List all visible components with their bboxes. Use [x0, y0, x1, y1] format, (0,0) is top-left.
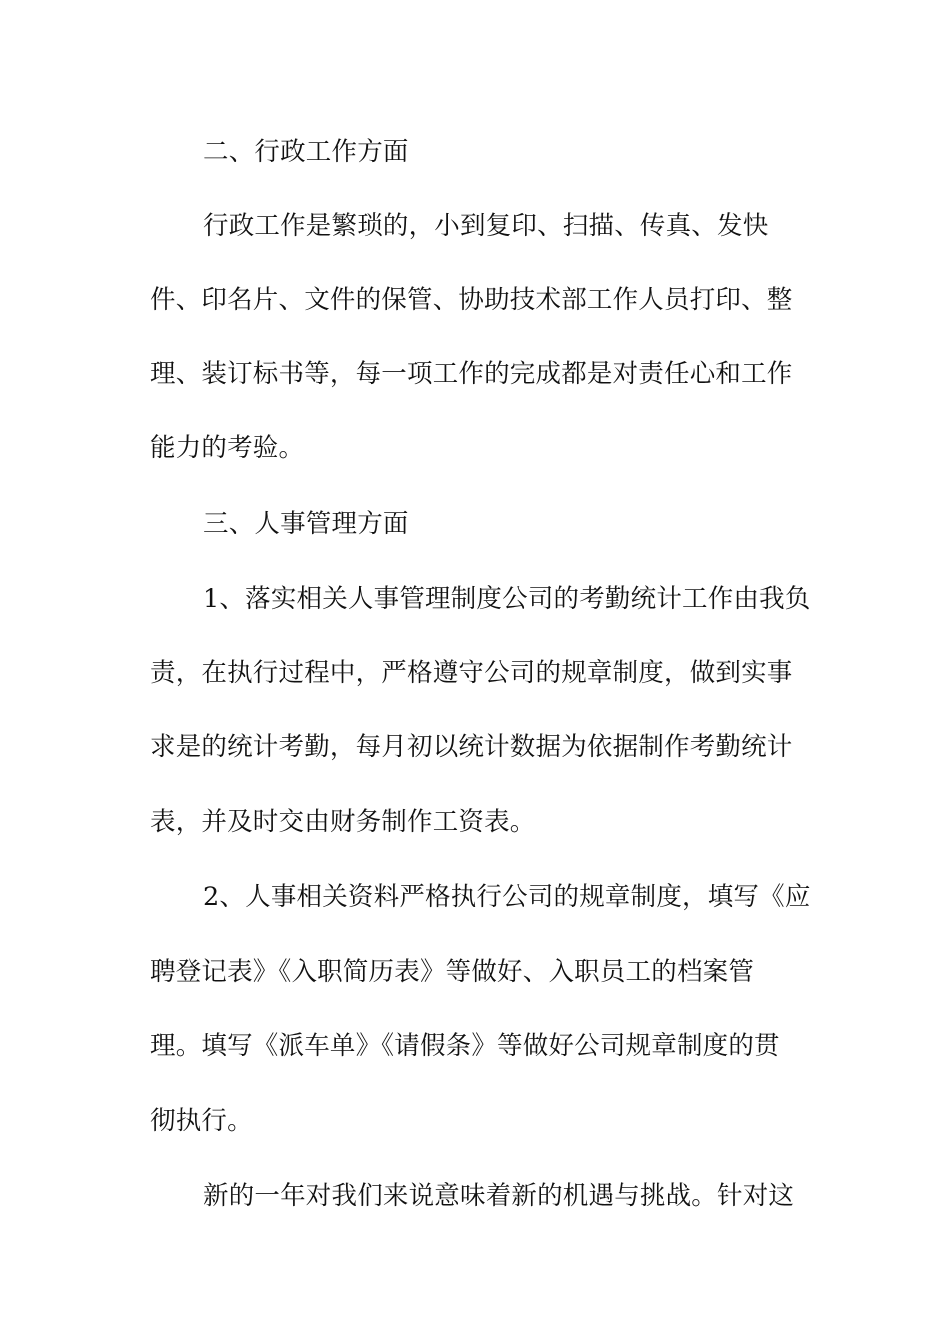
paragraph-line: 行政工作是繁琐的，小到复印、扫描、传真、发快 — [203, 211, 769, 241]
paragraph-line: 能力的考验。 — [150, 433, 305, 463]
paragraph-line: 聘登记表》《入职简历表》等做好、入职员工的档案管 — [150, 957, 755, 987]
paragraph-line: 求是的统计考勤，每月初以统计数据为依据制作考勤统计 — [150, 732, 793, 762]
paragraph-line: 彻执行。 — [150, 1106, 253, 1136]
paragraph-line: 理。填写《派车单》《请假条》等做好公司规章制度的贯 — [150, 1031, 780, 1061]
paragraph-line: 表，并及时交由财务制作工资表。 — [150, 807, 536, 837]
section-heading-admin: 二、行政工作方面 — [203, 137, 409, 167]
section-heading-hr: 三、人事管理方面 — [203, 509, 409, 539]
paragraph-line: 理、装订标书等，每一项工作的完成都是对责任心和工作 — [150, 359, 793, 389]
paragraph-line: 件、印名片、文件的保管、协助技术部工作人员打印、整 — [150, 285, 793, 315]
paragraph-line: 责，在执行过程中，严格遵守公司的规章制度，做到实事 — [150, 658, 793, 688]
paragraph-line: 新的一年对我们来说意味着新的机遇与挑战。针对这 — [203, 1181, 795, 1211]
paragraph-line: 1、落实相关人事管理制度公司的考勤统计工作由我负 — [203, 584, 811, 614]
paragraph-line: 2、人事相关资料严格执行公司的规章制度，填写《应 — [203, 882, 811, 912]
